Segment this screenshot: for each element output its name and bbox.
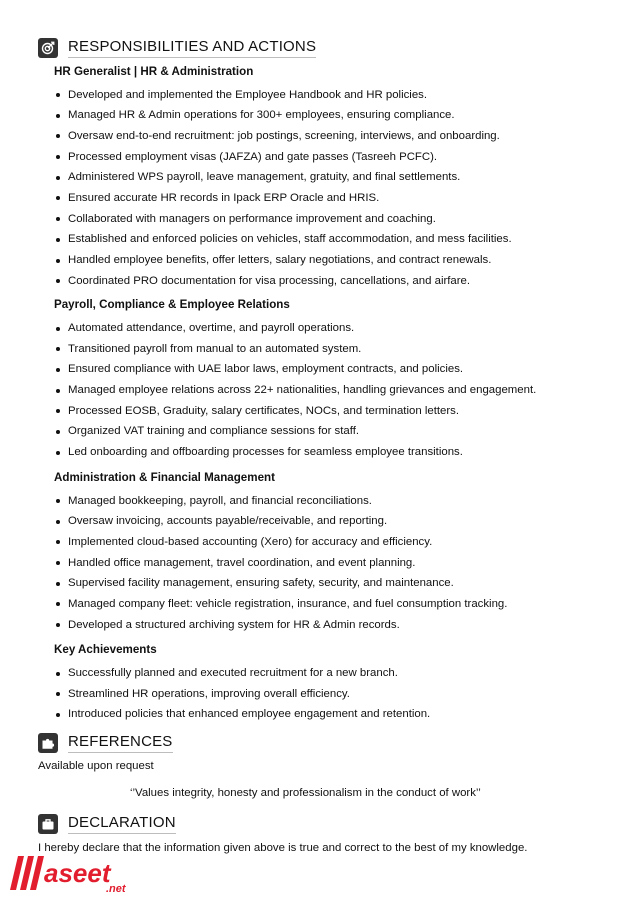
- list-item: Collaborated with managers on performance improvement and coaching.: [54, 209, 512, 230]
- list-item: Oversaw end-to-end recruitment: job postings, screening, interviews, and onboarding.: [54, 126, 512, 147]
- references-header: [38, 732, 173, 754]
- bullet-list-administration: [54, 491, 507, 636]
- list-item: Processed employment visas (JAFZA) and gate passes (Tasreeh PCFC).: [54, 147, 512, 168]
- list-item: Processed EOSB, Graduity, salary certificates, NOCs, and termination letters.: [54, 401, 536, 422]
- list-item: Successfully planned and executed recruitment for a new branch.: [54, 663, 430, 684]
- list-item: Managed company fleet: vehicle registration, insurance, and fuel consumption tracking.: [54, 594, 507, 615]
- list-item: Coordinated PRO documentation for visa processing, cancellations, and airfare.: [54, 271, 512, 292]
- values-quote: ‘’Values integrity, honesty and professionalism in the conduct of work’’: [130, 787, 481, 799]
- subheading-hr-generalist: HR Generalist | HR & Administration: [54, 65, 254, 78]
- list-item: Organized VAT training and compliance sessions for staff.: [54, 421, 536, 442]
- list-item: Oversaw invoicing, accounts payable/receivable, and reporting.: [54, 511, 507, 532]
- list-item: Managed employee relations across 22+ nationalities, handling grievances and engagement.: [54, 380, 536, 401]
- list-item: Transitioned payroll from manual to an automated system.: [54, 339, 536, 360]
- list-item: Established and enforced policies on vehicles, staff accommodation, and mess facilities.: [54, 229, 512, 250]
- subheading-key-achievements: Key Achievements: [54, 643, 157, 656]
- list-item: Developed and implemented the Employee Handbook and HR policies.: [54, 85, 512, 106]
- declaration-header: [38, 813, 176, 835]
- list-item: Managed HR & Admin operations for 300+ employees, ensuring compliance.: [54, 105, 512, 126]
- list-item: Led onboarding and offboarding processes for seamless employee transitions.: [54, 442, 536, 463]
- references-text: Available upon request: [38, 760, 154, 772]
- list-item: Ensured accurate HR records in Ipack ERP Oracle and HRIS.: [54, 188, 512, 209]
- target-icon: [38, 38, 58, 58]
- subheading-administration: Administration & Financial Management: [54, 471, 275, 484]
- section-title-references: REFERENCES: [68, 733, 173, 753]
- list-item: Supervised facility management, ensuring safety, security, and maintenance.: [54, 573, 507, 594]
- section-title-declaration: DECLARATION: [68, 814, 176, 834]
- responsibilities-header: [38, 37, 316, 59]
- waseet-logo: [8, 852, 138, 896]
- section-title-responsibilities: RESPONSIBILITIES AND ACTIONS: [68, 38, 316, 58]
- puzzle-icon: [38, 733, 58, 753]
- subheading-payroll: Payroll, Compliance & Employee Relations: [54, 298, 290, 311]
- briefcase-icon: [38, 814, 58, 834]
- list-item: Ensured compliance with UAE labor laws, employment contracts, and policies.: [54, 359, 536, 380]
- bullet-list-payroll: [54, 318, 536, 463]
- bullet-list-hr-generalist: [54, 85, 512, 292]
- watermark-subtext: .net: [106, 883, 126, 895]
- list-item: Introduced policies that enhanced employee engagement and retention.: [54, 704, 430, 725]
- declaration-text: I hereby declare that the information given above is true and correct to the best of my knowledge.: [38, 842, 528, 854]
- list-item: Handled employee benefits, offer letters, salary negotiations, and contract renewals.: [54, 250, 512, 271]
- list-item: Administered WPS payroll, leave management, gratuity, and final settlements.: [54, 167, 512, 188]
- watermark-text: aseet: [44, 858, 111, 888]
- list-item: Implemented cloud-based accounting (Xero) for accuracy and efficiency.: [54, 532, 507, 553]
- list-item: Developed a structured archiving system for HR & Admin records.: [54, 615, 507, 636]
- list-item: Managed bookkeeping, payroll, and financial reconciliations.: [54, 491, 507, 512]
- bullet-list-key-achievements: [54, 663, 430, 725]
- list-item: Automated attendance, overtime, and payroll operations.: [54, 318, 536, 339]
- list-item: Streamlined HR operations, improving overall efficiency.: [54, 684, 430, 705]
- list-item: Handled office management, travel coordination, and event planning.: [54, 553, 507, 574]
